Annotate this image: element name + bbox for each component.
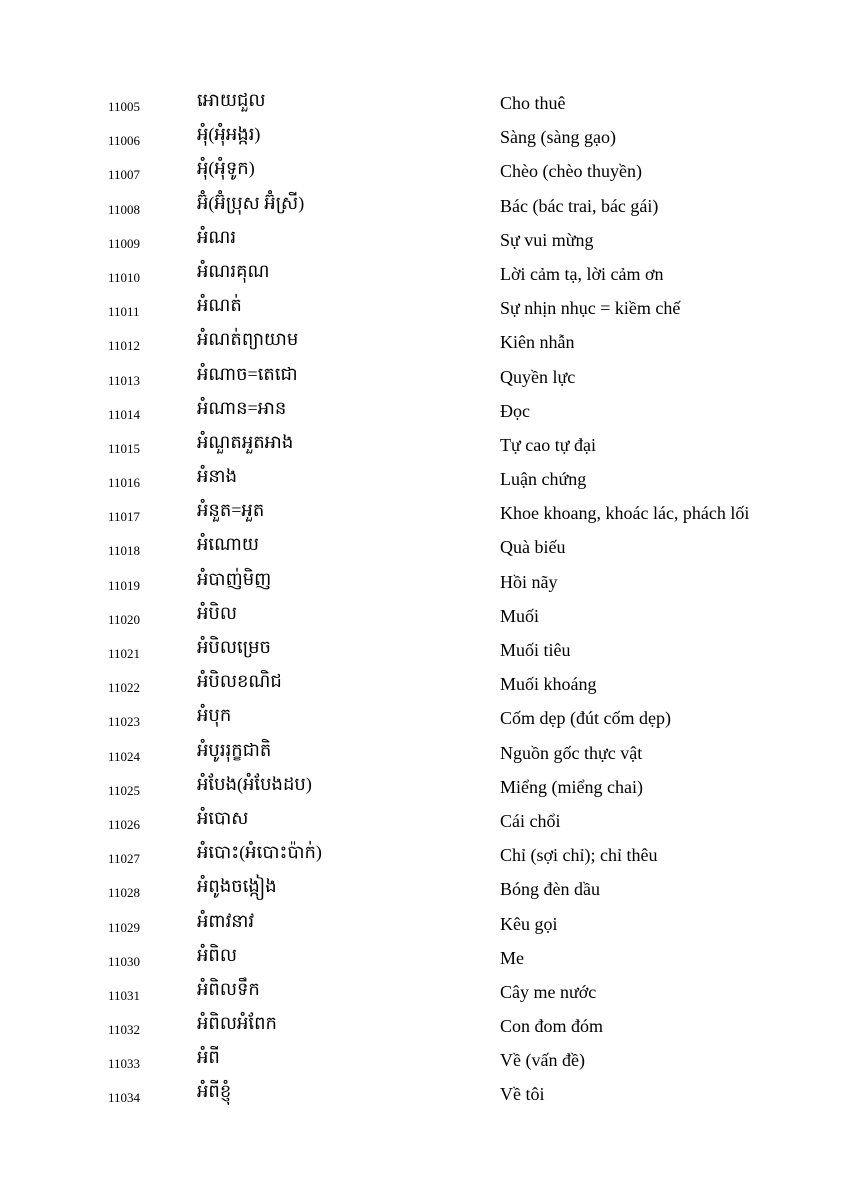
entry-number: 11009 <box>108 235 141 251</box>
entry-row <box>0 223 848 257</box>
khmer-term: អំណត់ព្យាយាម <box>197 329 299 350</box>
entry-row <box>0 428 848 462</box>
entry-row <box>0 325 848 359</box>
entry-row <box>0 975 848 1009</box>
entry-row <box>0 291 848 325</box>
entry-row <box>0 1043 848 1077</box>
khmer-term: អំពិលទឹក <box>197 978 260 999</box>
entry-row <box>0 667 848 701</box>
entry-row <box>0 462 848 496</box>
vietnamese-translation: Con đom đóm <box>500 1016 604 1037</box>
khmer-term: អំបាញ់មិញ <box>197 568 272 589</box>
entry-row <box>0 599 848 633</box>
entry-number: 11010 <box>108 269 141 285</box>
entry-number: 11028 <box>108 885 141 901</box>
entry-row <box>0 154 848 188</box>
vietnamese-translation: Cốm dẹp (đút cốm dẹp) <box>500 708 671 729</box>
entry-number: 11031 <box>108 987 141 1003</box>
entry-number: 11019 <box>108 577 141 593</box>
vietnamese-translation: Kiên nhẫn <box>500 332 575 353</box>
entry-row <box>0 565 848 599</box>
vietnamese-translation: Tự cao tự đại <box>500 434 596 455</box>
entry-number: 11015 <box>108 440 141 456</box>
vietnamese-translation: Chỉ (sợi chỉ); chỉ thêu <box>500 845 658 866</box>
khmer-term: អំនាង <box>197 466 237 487</box>
khmer-term: អំបិលម្រេច <box>197 637 271 657</box>
entry-row <box>0 907 848 941</box>
khmer-term: អ៊ំ(អ៊ំប្រុស អ៊ំស្រី) <box>197 192 305 213</box>
vietnamese-translation: Muối khoáng <box>500 674 597 695</box>
entry-number: 11029 <box>108 919 141 935</box>
entry-number: 11014 <box>108 406 141 422</box>
entry-number: 11030 <box>108 953 141 969</box>
khmer-term: អុំ(អុំទូក) <box>197 158 255 179</box>
vietnamese-translation: Về tôi <box>500 1084 545 1105</box>
khmer-term: អុំ(អុំអង្ករ) <box>197 124 261 145</box>
vietnamese-translation: Quyền lực <box>500 366 576 387</box>
entry-row <box>0 701 848 735</box>
entry-number: 11016 <box>108 475 141 491</box>
entry-row <box>0 120 848 154</box>
khmer-term: អោយជួល <box>197 90 266 110</box>
vietnamese-translation: Cái chổi <box>500 810 561 831</box>
vietnamese-translation: Sự vui mừng <box>500 229 594 250</box>
entry-number: 11021 <box>108 646 141 661</box>
entry-row <box>0 736 848 770</box>
khmer-term: អំពិលអំពែក <box>197 1013 277 1034</box>
vietnamese-translation: Kêu gọi <box>500 913 558 934</box>
entry-number: 11025 <box>108 782 141 798</box>
vietnamese-translation: Nguồn gốc thực vật <box>500 742 643 763</box>
khmer-term: អំបិល <box>197 602 237 623</box>
entry-number: 11011 <box>108 304 140 320</box>
entry-row <box>0 257 848 291</box>
entry-number: 11007 <box>108 167 141 183</box>
vietnamese-translation: Chèo (chèo thuyền) <box>500 161 642 182</box>
khmer-term: អំណរ <box>197 226 237 247</box>
khmer-term: អំណរគុណ <box>197 260 270 281</box>
entry-list <box>0 86 848 1112</box>
vietnamese-translation: Về (vấn đề) <box>500 1050 585 1071</box>
khmer-term: អំណត់ <box>197 295 242 316</box>
khmer-term: អំនួត=អួត <box>197 500 265 521</box>
khmer-term: អំណាន=អាន <box>197 397 287 418</box>
khmer-term: អំពីខ្ញុំ <box>197 1081 232 1102</box>
entry-row <box>0 1009 848 1043</box>
entry-number: 11012 <box>108 338 141 354</box>
entry-number: 11005 <box>108 99 141 114</box>
vietnamese-translation: Luận chứng <box>500 469 587 490</box>
vietnamese-translation: Quà biếu <box>500 537 566 558</box>
entry-number: 11032 <box>108 1022 141 1038</box>
vietnamese-translation: Hồi nãy <box>500 571 558 592</box>
entry-number: 11013 <box>108 372 141 388</box>
entry-row <box>0 86 848 120</box>
vietnamese-translation: Cây me nước <box>500 981 597 1002</box>
khmer-term: អំណាច=តេជោ <box>197 363 298 384</box>
entry-number: 11026 <box>108 816 141 832</box>
khmer-term: អំណោយ <box>197 534 259 555</box>
entry-number: 11017 <box>108 509 141 525</box>
vietnamese-translation: Muối <box>500 605 540 626</box>
entry-row <box>0 496 848 530</box>
entry-row <box>0 394 848 428</box>
entry-row <box>0 1077 848 1111</box>
entry-number: 11006 <box>108 133 141 149</box>
khmer-term: អំបោះ(អំបោះប៉ាក់) <box>197 842 322 863</box>
entry-number: 11033 <box>108 1056 141 1072</box>
entry-row <box>0 872 848 906</box>
khmer-term: អំបិលខណិជ <box>197 671 282 692</box>
entry-number: 11020 <box>108 611 141 627</box>
entry-row <box>0 633 848 667</box>
khmer-term: អំបែង(អំបែងដប) <box>197 773 312 794</box>
vietnamese-translation: Lời cảm tạ, lời cảm ơn <box>500 263 664 284</box>
vietnamese-translation: Cho thuê <box>500 93 566 113</box>
vietnamese-translation: Miểng (miểng chai) <box>500 776 643 797</box>
entry-number: 11024 <box>108 748 141 764</box>
khmer-term: អំពី <box>197 1047 220 1068</box>
entry-row <box>0 189 848 223</box>
vietnamese-translation: Me <box>500 947 524 968</box>
khmer-term: អំបោស <box>197 807 249 828</box>
vietnamese-translation: Sàng (sàng gạo) <box>500 127 616 148</box>
khmer-term: អំណួតអួតអាង <box>197 431 294 452</box>
entry-row <box>0 838 848 872</box>
khmer-term: អំពិល <box>197 944 237 965</box>
entry-number: 11034 <box>108 1090 141 1106</box>
entry-row <box>0 804 848 838</box>
khmer-term: អំបូររុក្ខជាតិ <box>197 739 272 760</box>
entry-number: 11008 <box>108 201 141 217</box>
vietnamese-translation: Bóng đèn dầu <box>500 879 600 900</box>
vietnamese-translation: Bác (bác trai, bác gái) <box>500 195 659 216</box>
entry-number: 11023 <box>108 714 141 730</box>
entry-row <box>0 770 848 804</box>
entry-row <box>0 360 848 394</box>
khmer-term: អំពាវនាវ <box>197 910 255 931</box>
entry-number: 11027 <box>108 851 141 867</box>
vietnamese-translation: Sự nhịn nhục = kiềm chế <box>500 298 681 319</box>
khmer-term: អំពូងចង្កៀង <box>197 876 277 897</box>
entry-row <box>0 530 848 564</box>
vietnamese-translation: Muối tiêu <box>500 640 571 660</box>
vietnamese-translation: Khoe khoang, khoác lác, phách lối <box>500 503 750 524</box>
entry-number: 11018 <box>108 543 141 559</box>
vietnamese-translation: Đọc <box>500 400 530 421</box>
entry-number: 11022 <box>108 680 141 696</box>
khmer-term: អំបុក <box>197 705 232 726</box>
entry-row <box>0 941 848 975</box>
